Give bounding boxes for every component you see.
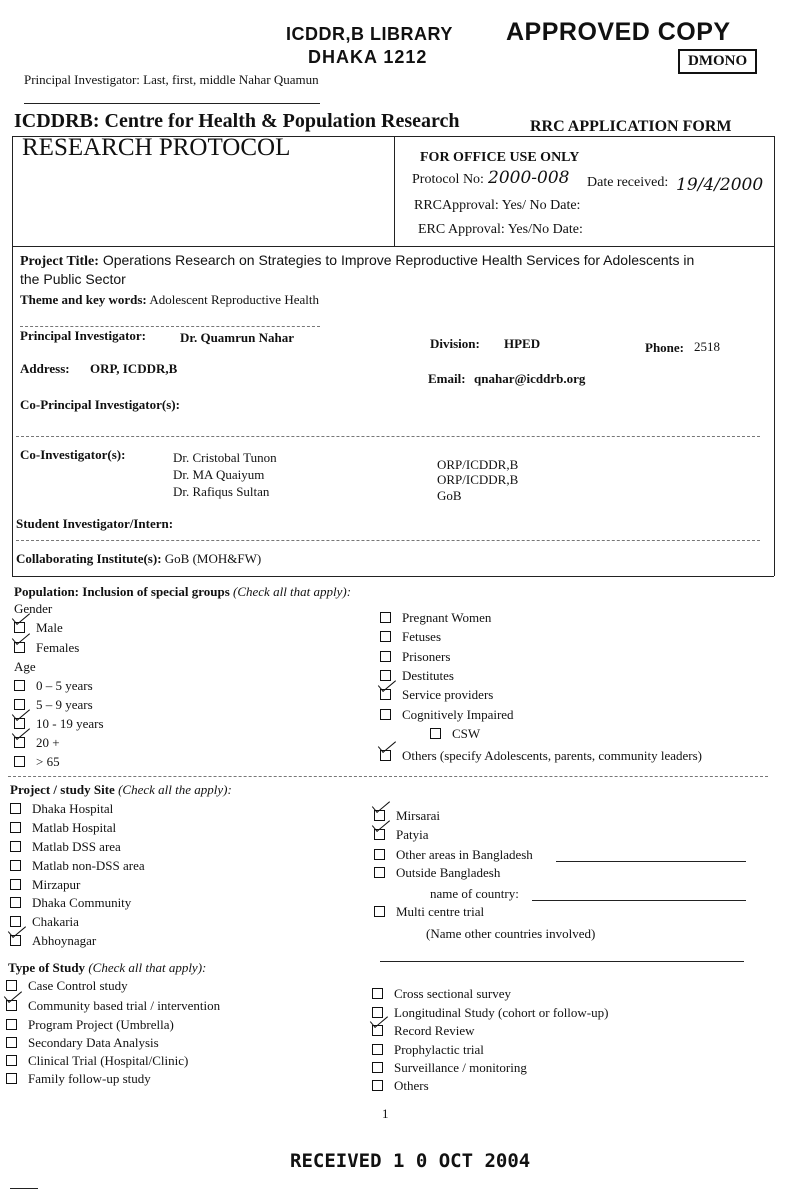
item-label: Surveillance / monitoring xyxy=(394,1060,527,1075)
project-title-line2: the Public Sector xyxy=(20,271,126,287)
site-item[interactable] xyxy=(10,877,80,893)
population-item[interactable] xyxy=(380,649,450,665)
study-item[interactable] xyxy=(372,1005,608,1021)
protocol-heading: RESEARCH PROTOCOL xyxy=(22,134,291,161)
checkbox[interactable] xyxy=(374,906,385,917)
age-item[interactable] xyxy=(14,678,93,694)
checkbox[interactable] xyxy=(10,860,21,871)
site-item[interactable] xyxy=(374,865,500,881)
item-label: Abhoynagar xyxy=(32,933,97,948)
item-label: Dhaka Community xyxy=(32,895,132,910)
study-item[interactable] xyxy=(372,1060,527,1076)
item-label: 20 + xyxy=(36,735,60,750)
country-line[interactable] xyxy=(532,900,746,901)
population-note: (Check all that apply): xyxy=(233,584,352,599)
item-label: Record Review xyxy=(394,1023,475,1038)
library-stamp-line1: ICDDR,B LIBRARY xyxy=(286,24,453,44)
site-item[interactable] xyxy=(10,933,96,949)
population-item[interactable] xyxy=(380,629,441,645)
item-label: Fetuses xyxy=(402,629,441,644)
study-item[interactable] xyxy=(372,986,511,1002)
checkbox[interactable] xyxy=(6,1000,17,1011)
co-pi-label: Co-Principal Investigator(s): xyxy=(20,397,180,412)
theme-value: Adolescent Reproductive Health xyxy=(149,292,319,307)
checkbox[interactable] xyxy=(6,1019,17,1030)
study-item[interactable] xyxy=(372,1078,429,1094)
item-label: Destitutes xyxy=(402,668,454,683)
checkbox[interactable] xyxy=(374,829,385,840)
co-inv-name-3: Dr. Rafiqus Sultan xyxy=(173,484,270,499)
item-label: Patyia xyxy=(396,827,429,842)
item-label: Others (specify Adolescents, parents, community leaders) xyxy=(402,748,702,763)
collab-label: Collaborating Institute(s): xyxy=(16,551,162,566)
population-label: Population: Inclusion of special groups xyxy=(14,584,230,599)
org-title: ICDDRB: Centre for Health & Population Research xyxy=(14,110,460,132)
population-rule xyxy=(8,776,768,777)
study-note: (Check all that apply): xyxy=(88,960,207,975)
checkbox[interactable] xyxy=(372,988,383,999)
project-title-label: Project Title: xyxy=(20,254,99,269)
received-stamp: RECEIVED 1 0 OCT 2004 xyxy=(290,1150,531,1172)
multi-centre-item[interactable] xyxy=(374,904,484,920)
site-item[interactable] xyxy=(10,895,131,911)
checkbox[interactable] xyxy=(372,1062,383,1073)
population-item[interactable] xyxy=(380,610,491,626)
checkbox[interactable] xyxy=(14,737,25,748)
item-label: Females xyxy=(36,640,80,655)
item-label: Clinical Trial (Hospital/Clinic) xyxy=(28,1053,189,1068)
item-label: Case Control study xyxy=(28,978,128,993)
division-label: Division: xyxy=(430,336,480,351)
site-label: Project / study Site xyxy=(10,782,115,797)
item-label: Others xyxy=(394,1078,429,1093)
study-item[interactable] xyxy=(372,1042,484,1058)
gender-label: Gender xyxy=(14,601,53,616)
checkbox[interactable] xyxy=(374,867,385,878)
item-label: Cross sectional survey xyxy=(394,986,511,1001)
study-item[interactable] xyxy=(6,978,128,994)
student-rule xyxy=(16,540,760,541)
item-label: Mirzapur xyxy=(32,877,81,892)
pi-header: Principal Investigator: Last, first, middle Nahar Quamun xyxy=(24,72,319,87)
item-label: Dhaka Hospital xyxy=(32,801,114,816)
other-areas-line xyxy=(556,861,746,862)
collab-value: GoB (MOH&FW) xyxy=(164,551,262,566)
checkbox[interactable] xyxy=(372,1044,383,1055)
project-title-text1: Operations Research on Strategies to Improve Reproductive Health Services for Adolescents in xyxy=(102,252,695,268)
study-item[interactable] xyxy=(6,1017,174,1033)
checkbox[interactable] xyxy=(380,709,391,720)
checkbox[interactable] xyxy=(6,1073,17,1084)
multi-centre-note: (Name other countries involved) xyxy=(426,926,596,941)
site-item[interactable] xyxy=(10,858,145,874)
checkbox[interactable] xyxy=(10,879,21,890)
collab-rule xyxy=(12,576,774,577)
page-number: 1 xyxy=(382,1106,389,1121)
study-item[interactable] xyxy=(6,1053,188,1069)
item-label: Multi centre trial xyxy=(396,904,485,919)
box-right xyxy=(774,136,775,576)
study-label: Type of Study xyxy=(8,960,86,975)
principal-label: Principal Investigator: xyxy=(20,328,147,343)
co-inv-label: Co-Investigator(s): xyxy=(20,447,126,462)
phone-label: Phone: xyxy=(645,340,684,355)
item-label: Male xyxy=(36,620,63,635)
protocol-no-value: 2000-008 xyxy=(488,168,570,188)
dmono-stamp: DMONO xyxy=(678,49,757,74)
approved-copy-stamp: APPROVED COPY xyxy=(506,18,731,46)
co-inv-name-1: Dr. Cristobal Tunon xyxy=(173,450,277,465)
date-received-label: Date received: xyxy=(587,175,669,190)
checkbox[interactable] xyxy=(430,728,441,739)
checkbox[interactable] xyxy=(374,849,385,860)
checkbox[interactable] xyxy=(380,651,391,662)
rrc-approval: RRCApproval: Yes/ No Date: xyxy=(414,198,581,213)
project-title-line1 xyxy=(20,252,694,270)
item-label: Community based trial / intervention xyxy=(28,998,221,1013)
population-item[interactable] xyxy=(380,687,493,703)
item-label: Prophylactic trial xyxy=(394,1042,484,1057)
site-note: (Check all the apply): xyxy=(118,782,232,797)
header-rule xyxy=(24,103,320,104)
item-label: Matlab Hospital xyxy=(32,820,117,835)
item-label: Prisoners xyxy=(402,649,451,664)
item-label: Family follow-up study xyxy=(28,1071,151,1086)
item-label: Pregnant Women xyxy=(402,610,492,625)
box-left xyxy=(12,136,13,576)
checkbox[interactable] xyxy=(6,1037,17,1048)
footer-rule xyxy=(10,1188,38,1189)
site-item[interactable] xyxy=(10,839,121,855)
site-item[interactable] xyxy=(10,820,116,836)
checkbox[interactable] xyxy=(380,750,391,761)
checkbox[interactable] xyxy=(10,897,21,908)
site-item[interactable] xyxy=(10,801,113,817)
item-label: > 65 xyxy=(36,754,60,769)
phone-value: 2518 xyxy=(694,339,720,354)
email-label: Email: xyxy=(428,371,466,386)
age-label: Age xyxy=(14,659,36,674)
co-inv-name-2: Dr. MA Quaiyum xyxy=(173,467,265,482)
item-label: Matlab non-DSS area xyxy=(32,858,145,873)
item-label: CSW xyxy=(452,726,481,741)
checkbox[interactable] xyxy=(372,1080,383,1091)
theme-label: Theme and key words: xyxy=(20,292,147,307)
checkbox[interactable] xyxy=(380,689,391,700)
checkbox[interactable] xyxy=(380,631,391,642)
pi-rule xyxy=(20,326,320,327)
checkbox[interactable] xyxy=(372,1025,383,1036)
date-received-value: 19/4/2000 xyxy=(676,175,764,195)
erc-approval: ERC Approval: Yes/No Date: xyxy=(418,222,583,237)
checkbox[interactable] xyxy=(14,680,25,691)
co-inv-org-1: ORP/ICDDR,B xyxy=(437,457,519,472)
item-label: Program Project (Umbrella) xyxy=(28,1017,174,1032)
item-label: Cognitively Impaired xyxy=(402,707,514,722)
site-item[interactable] xyxy=(374,827,429,843)
item-label: Service providers xyxy=(402,687,494,702)
population-item[interactable] xyxy=(380,707,514,723)
checkbox[interactable] xyxy=(10,822,21,833)
checkbox[interactable] xyxy=(14,642,25,653)
protocol-no-label: Protocol No: xyxy=(412,172,484,187)
population-heading xyxy=(14,584,351,600)
multi-centre-line[interactable] xyxy=(380,961,744,962)
theme-row xyxy=(20,292,319,308)
checkbox[interactable] xyxy=(10,935,21,946)
country-label: name of country: xyxy=(430,886,519,901)
co-pi-rule xyxy=(16,436,760,437)
site-heading xyxy=(10,782,232,798)
checkbox[interactable] xyxy=(14,756,25,767)
item-label: 10 - 19 years xyxy=(36,716,104,731)
checkbox[interactable] xyxy=(10,803,21,814)
co-inv-org-3: GoB xyxy=(437,488,462,503)
co-inv-org-2: ORP/ICDDR,B xyxy=(437,472,519,487)
study-heading xyxy=(8,960,206,976)
address-value: ORP, ICDDR,B xyxy=(90,361,178,376)
library-stamp-line2: DHAKA 1212 xyxy=(308,47,428,67)
study-item[interactable] xyxy=(372,1023,475,1039)
csw-item[interactable] xyxy=(430,726,480,742)
item-label: Chakaria xyxy=(32,914,79,929)
study-item[interactable] xyxy=(6,1071,151,1087)
study-item[interactable] xyxy=(6,1035,159,1051)
checkbox[interactable] xyxy=(10,841,21,852)
office-heading: FOR OFFICE USE ONLY xyxy=(420,150,580,165)
office-divider xyxy=(394,136,395,246)
age-item[interactable] xyxy=(14,735,60,751)
item-label: Outside Bangladesh xyxy=(396,865,501,880)
item-label: Other areas in Bangladesh xyxy=(396,847,533,862)
age-item[interactable] xyxy=(14,754,60,770)
item-label: Matlab DSS area xyxy=(32,839,121,854)
principal-value: Dr. Quamrun Nahar xyxy=(180,330,295,345)
office-bottom xyxy=(12,246,774,247)
item-label: 0 – 5 years xyxy=(36,678,93,693)
item-label: Secondary Data Analysis xyxy=(28,1035,159,1050)
checkbox[interactable] xyxy=(6,1055,17,1066)
form-title: RRC APPLICATION FORM xyxy=(530,118,732,135)
checkbox[interactable] xyxy=(380,612,391,623)
item-label: 5 – 9 years xyxy=(36,697,93,712)
division-value: HPED xyxy=(504,336,541,351)
address-label: Address: xyxy=(20,361,70,376)
item-label: Mirsarai xyxy=(396,808,441,823)
site-item[interactable] xyxy=(374,847,533,863)
email-value: qnahar@icddrb.org xyxy=(474,371,586,386)
study-item[interactable] xyxy=(6,998,220,1014)
collab-row xyxy=(16,551,261,567)
gender-item[interactable] xyxy=(14,640,79,656)
item-label: Longitudinal Study (cohort or follow-up) xyxy=(394,1005,609,1020)
student-label: Student Investigator/Intern: xyxy=(16,516,174,531)
others-item[interactable] xyxy=(380,748,702,764)
